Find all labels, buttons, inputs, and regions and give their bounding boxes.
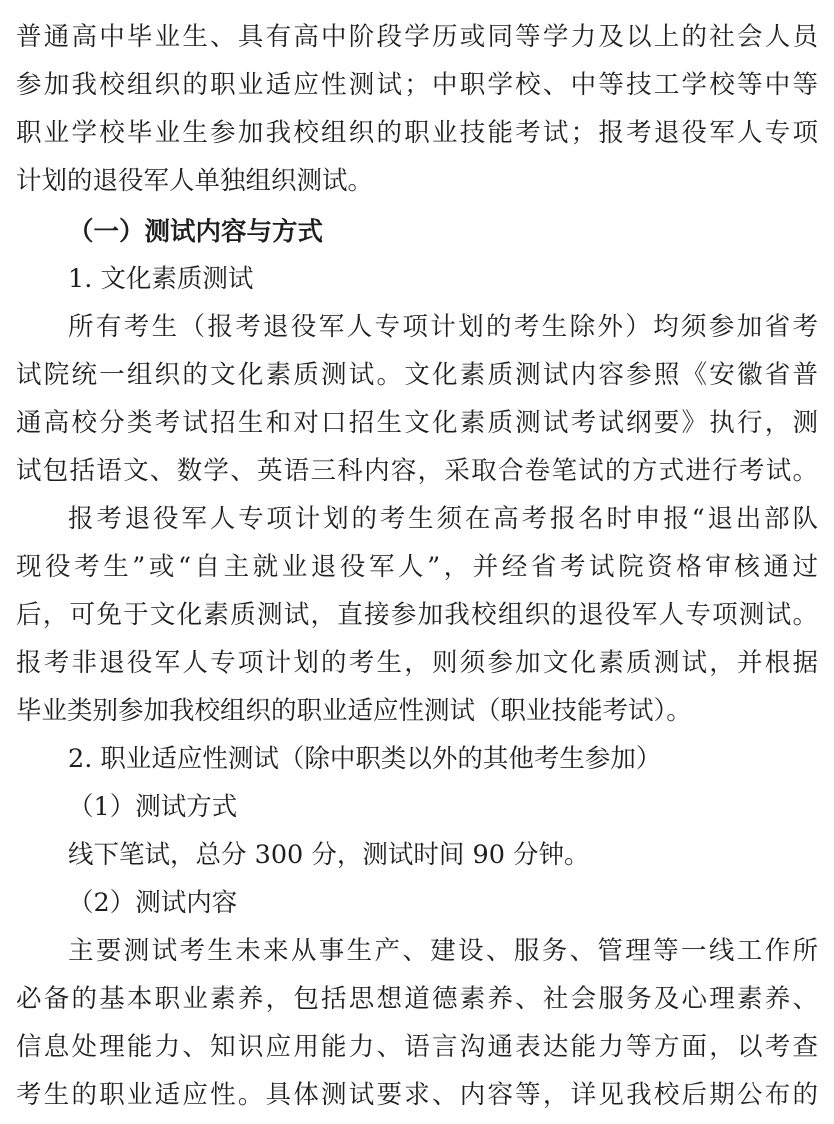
paragraph-line: 信息处理能力、知识应用能力、语言沟通表达能力等方面，以考查 [16,1032,818,1062]
paragraph-line: 通高校分类考试招生和对口招生文化素质测试考试纲要》执行，测 [16,408,818,438]
paragraph-line: 计划的退役军人单独组织测试。 [16,166,374,196]
section-heading: （一）测试内容与方式 [68,217,324,247]
paragraph-line: 职业学校毕业生参加我校组织的职业技能考试；报考退役军人专项 [16,118,818,148]
paragraph-line: 参加我校组织的职业适应性测试；中职学校、中等技工学校等中等 [16,70,818,100]
paragraph-line: 后，可免于文化素质测试，直接参加我校组织的退役军人专项测试。 [16,600,818,630]
paragraph-line: 考生的职业适应性。具体测试要求、内容等，详见我校后期公布的 [16,1080,818,1110]
paragraph-line: 试院统一组织的文化素质测试。文化素质测试内容参照《安徽省普 [16,360,818,390]
paragraph-line: 毕业类别参加我校组织的职业适应性测试（职业技能考试）。 [16,696,692,726]
paragraph-line: 主要测试考生未来从事生产、建设、服务、管理等一线工作所 [68,936,818,966]
paragraph-line: 现役考生”或“自主就业退役军人”，并经省考试院资格审核通过 [16,552,818,582]
subsection-heading: （1）测试方式 [68,792,238,822]
paragraph-line: 普通高中毕业生、具有高中阶段学历或同等学力及以上的社会人员 [16,22,818,52]
paragraph-line: 必备的基本职业素养，包括思想道德素养、社会服务及心理素养、 [16,984,818,1014]
subsection-heading: 2. 职业适应性测试（除中职类以外的其他考生参加） [68,744,662,774]
paragraph-line: 线下笔试，总分 300 分，测试时间 90 分钟。 [68,840,590,870]
subsection-heading: 1. 文化素质测试 [68,264,254,294]
paragraph-line: 报考退役军人专项计划的考生须在高考报名时申报“退出部队 [68,504,818,534]
paragraph-line: 所有考生（报考退役军人专项计划的考生除外）均须参加省考 [68,312,818,342]
paragraph-line: 试包括语文、数学、英语三科内容，采取合卷笔试的方式进行考试。 [16,456,818,486]
subsection-heading: （2）测试内容 [68,888,238,918]
paragraph-line: 报考非退役军人专项计划的考生，则须参加文化素质测试，并根据 [16,648,818,678]
